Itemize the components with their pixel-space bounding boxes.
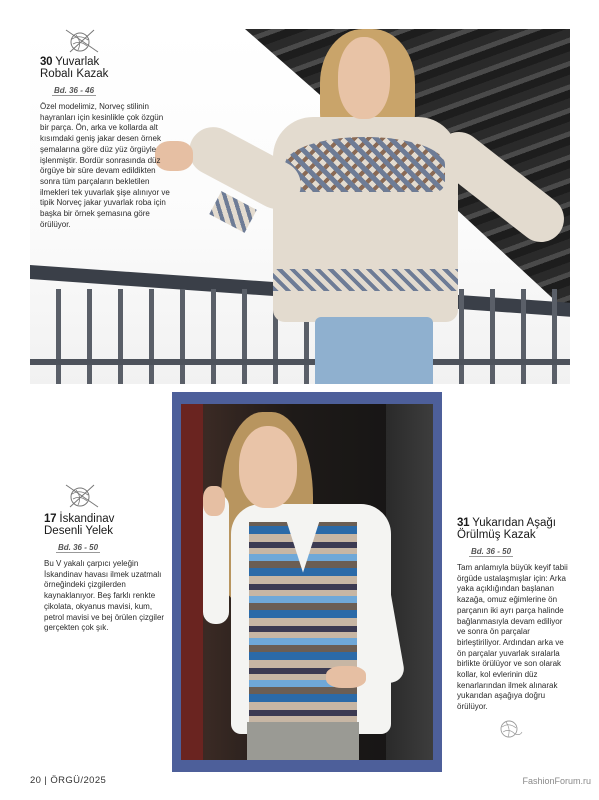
item-title-line1: Yuvarlak [55, 56, 100, 68]
item-title-line2: Desenli Yelek [44, 525, 114, 537]
item-title [44, 513, 169, 537]
item-30-block [40, 34, 170, 230]
yarn-ball-needles-icon [64, 28, 100, 54]
item-description: Bu V yakalı çarpıcı yeleğin İskandinav havası ilmek uzatmalı örneğindeki çizgilerden kaynaklanıyor. Beş farklı renkte çikolata, okyanus mavisi, kum, petrol mavisi ve bej örülen çizgiler gerçekten çok şık. [44, 559, 165, 633]
item-description: Özel modelimiz, Norveç stilinin hayranları için kesinlikle çok özgün bir parça. Ön, arka ve kollarda alt kısımdaki geniş jakar desen örnek şemalarına göre düz yüz örgüyle işlenmiştir. Bordür sonrasında düz örgüye bir süre devam edildikten sonra tüm parçaların bekletilen ilmekleri tek yuvarlak şişe alınıyor ve tipik Norveç jakar yuvarlak roba için başka bir örnek şemasına göre örülüyor. [40, 102, 170, 229]
model-figure [155, 29, 570, 384]
item-17-block [44, 487, 169, 634]
bottom-photo-vest-model [181, 404, 433, 760]
item-title-line1: İskandinav [59, 513, 115, 525]
item-number: 17 [44, 513, 57, 525]
item-title-line2: Robalı Kazak [40, 68, 109, 80]
item-31-block [457, 517, 569, 739]
item-description: Tam anlamıyla büyük keyif tabii örgüde ustalaşmışlar için: Arka yaka açıklığından başlanan kazağa, omuz eğimlerine ön parçanın iki ayrı parça halinde bağlanmasıyla devam ediliyor ve sonra ön parçalar birleştiriliyor. Ardından arka ve ön parçalar yuvarlak sıralarla birlikte örülüyor ve son olarak kollar, kol evlerinin düz kenarlarından ilmek alınarak yukarıdan aşağıya doğru örülüyor. [457, 563, 568, 712]
yarn-ball-icon [497, 717, 523, 739]
size-range: Bd. 36 - 50 [471, 547, 512, 556]
item-title [40, 56, 170, 80]
item-title-line1: Yukarıdan Aşağı [472, 517, 556, 529]
item-title [457, 517, 569, 541]
item-number: 30 [40, 56, 53, 68]
page-folio: 20 | ÖRGÜ/2025 [30, 775, 107, 786]
size-range: Bd. 36 - 50 [58, 543, 99, 552]
item-number: 31 [457, 517, 470, 529]
watermark: FashionForum.ru [522, 776, 591, 786]
size-range: Bd. 36 - 46 [54, 86, 95, 95]
yarn-ball-needles-icon [64, 483, 100, 509]
item-title-line2: Örülmüş Kazak [457, 529, 536, 541]
